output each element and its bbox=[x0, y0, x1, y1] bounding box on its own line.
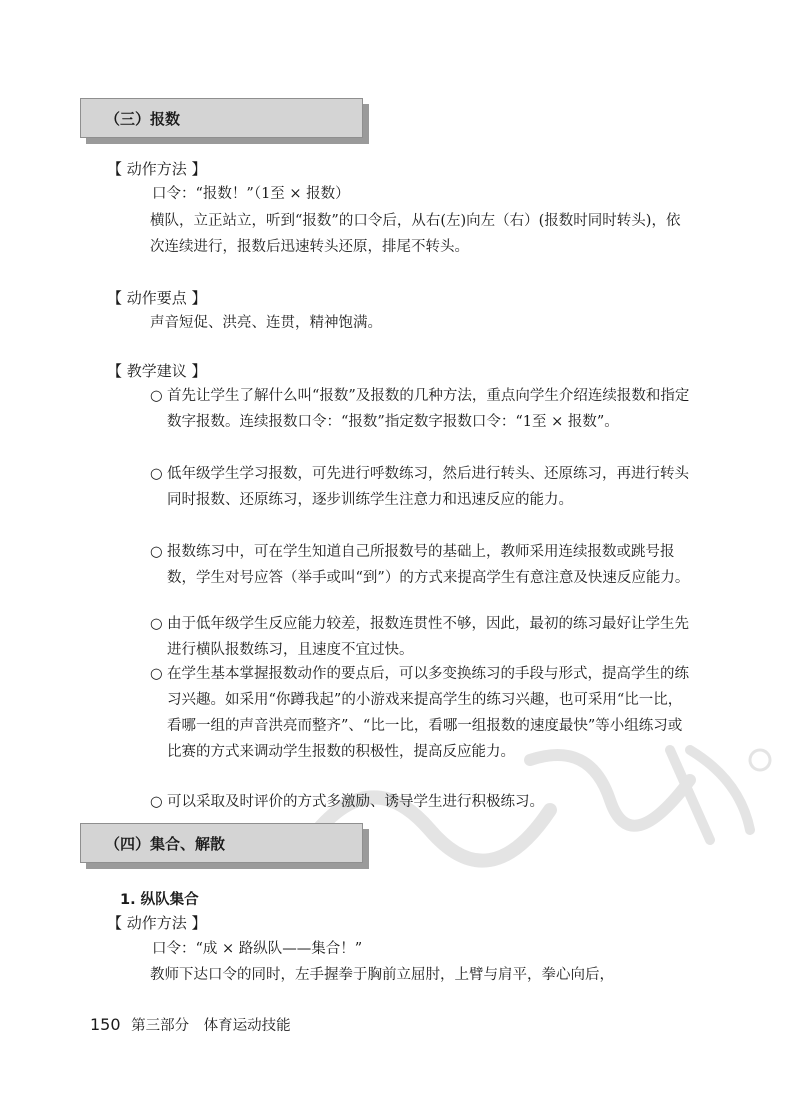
teaching-item bbox=[150, 461, 690, 513]
bullet-circle-icon: ○ bbox=[150, 466, 163, 482]
bullet-circle-icon: ○ bbox=[150, 544, 163, 560]
section-title-box bbox=[80, 98, 363, 138]
bullet-circle-icon: ○ bbox=[150, 616, 163, 632]
method-command: 口令：“报数！”（1至 × 报数） bbox=[152, 186, 350, 202]
teaching-item-text: 首先让学生了解什么叫“报数”及报数的几种方法，重点向学生介绍连续报数和指定数字报数。连续报数口令：“报数”指定数字报数口令：“1至 × 报数”。 bbox=[167, 388, 690, 430]
teaching-item bbox=[150, 661, 690, 765]
page-number: 150 bbox=[90, 1015, 121, 1034]
teaching-item bbox=[150, 383, 690, 435]
teaching-item-text: 报数练习中，可在学生知道自己所报数号的基础上，教师采用连续报数或跳号报数，学生对号应答（举手或叫“到”）的方式来提高学生有意注意及快速反应能力。 bbox=[167, 544, 690, 586]
section-title-box bbox=[80, 823, 363, 863]
teaching-item bbox=[150, 539, 690, 591]
bullet-circle-icon: ○ bbox=[150, 388, 163, 404]
method-text: 横队，立正站立，听到“报数”的口令后，从右(左)向左（右）(报数时同时转头)，依次连续进行，报数后迅速转头还原，排尾不转头。 bbox=[150, 213, 681, 255]
method-heading: 【 动作方法 】 bbox=[107, 914, 207, 932]
bullet-circle-icon: ○ bbox=[150, 794, 163, 810]
method-text: 教师下达口令的同时，左手握拳于胸前立屈肘，上臂与肩平，拳心向后， bbox=[150, 967, 614, 983]
teaching-item bbox=[150, 789, 690, 815]
teaching-item-text: 由于低年级学生反应能力较差，报数连贯性不够，因此，最初的练习最好让学生先进行横队报数练习，且速度不宜过快。 bbox=[167, 616, 689, 658]
teaching-item-text: 可以采取及时评价的方式多激励、诱导学生进行积极练习。 bbox=[167, 794, 544, 810]
keypoints-text: 声音短促、洪亮、连贯，精神饱满。 bbox=[150, 315, 382, 331]
keypoints-heading: 【 动作要点 】 bbox=[107, 289, 207, 307]
bullet-circle-icon: ○ bbox=[150, 666, 163, 682]
page-footer bbox=[90, 1014, 291, 1035]
teaching-item-text: 低年级学生学习报数，可先进行呼数练习，然后进行转头、还原练习，再进行转头同时报数、还原练习，逐步训练学生注意力和迅速反应的能力。 bbox=[167, 466, 689, 508]
footer-part-title: 第三部分 体育运动技能 bbox=[131, 1018, 291, 1034]
teaching-item-text: 在学生基本掌握报数动作的要点后，可以多变换练习的手段与形式，提高学生的练习兴趣。如采用“你蹲我起”的小游戏来提高学生的练习兴趣，也可采用“比一比，看哪一组的声音洪亮而整齐”、“比一比，看哪一组报数的速度最快”等小组练习或比赛的方式来调动学生报数的积极性，提高反应能力。 bbox=[167, 666, 689, 760]
teaching-heading: 【 教学建议 】 bbox=[107, 362, 207, 380]
subsection-title: 1. 纵队集合 bbox=[120, 892, 199, 908]
section-title: （四）集合、解散 bbox=[105, 835, 226, 853]
method-heading: 【 动作方法 】 bbox=[107, 160, 207, 178]
method-command: 口令：“成 × 路纵队——集合！” bbox=[152, 941, 363, 957]
teaching-item bbox=[150, 611, 690, 663]
section-title: （三）报数 bbox=[105, 110, 181, 128]
